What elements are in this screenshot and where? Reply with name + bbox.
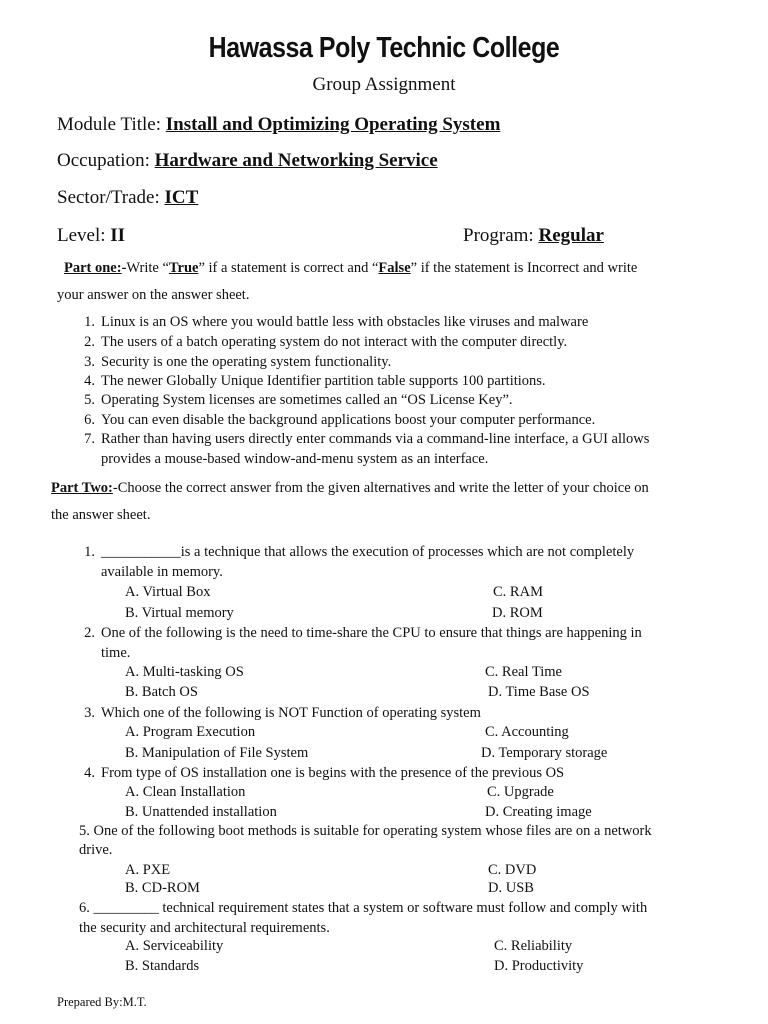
option-c: C. Reliability: [494, 938, 573, 954]
item-number: 5.: [84, 392, 95, 408]
list-item: [73, 334, 567, 351]
question-text: ___________is a technique that allows the execution of processes which are not completely: [101, 544, 635, 560]
option-d: D. USB: [488, 880, 534, 896]
part-two-label: Part Two:: [51, 480, 113, 496]
part-one-instructions: [64, 260, 637, 277]
item-number: 3.: [84, 354, 95, 370]
question-number: 1.: [84, 544, 95, 560]
sector-line: [57, 187, 198, 209]
option-a: A. Clean Installation: [125, 784, 246, 800]
program-label: Program:: [463, 225, 534, 246]
list-item: [73, 412, 595, 429]
part-one-dash: -: [121, 260, 127, 276]
option-b: B. Batch OS: [125, 684, 198, 700]
question-6-line2: the security and architectural requirements.: [79, 920, 330, 936]
module-value: Install and Optimizing Operating System: [165, 114, 501, 135]
level-line: [57, 225, 125, 247]
assignment-subtitle: Group Assignment: [312, 74, 456, 95]
part-one-instr-c: ” if the statement is Incorrect and write: [410, 260, 638, 276]
question-1: [73, 544, 634, 561]
question-1-line2: available in memory.: [101, 564, 223, 580]
question-5-line2: drive.: [79, 842, 113, 858]
item-text: Linux is an OS where you would battle less with obstacles like viruses and malware: [101, 314, 589, 330]
part-one-instructions-line2: your answer on the answer sheet.: [57, 287, 250, 303]
item-text: You can even disable the background applications boost your computer performance.: [101, 412, 596, 428]
option-a: A. Multi-tasking OS: [125, 664, 244, 680]
question-number: 3.: [84, 705, 95, 721]
list-item: [73, 354, 391, 371]
occupation-line: [57, 150, 438, 172]
option-c: C. DVD: [488, 862, 537, 878]
option-a: A. PXE: [125, 862, 171, 878]
list-item: [73, 373, 546, 390]
question-number: 2.: [84, 625, 95, 641]
question-text: One of the following is the need to time-share the CPU to ensure that things are happening in: [101, 625, 642, 641]
item-number: 6.: [84, 412, 95, 428]
program-value: Regular: [538, 225, 604, 246]
false-word: False: [378, 260, 411, 276]
occupation-value: Hardware and Networking Service: [154, 150, 438, 171]
level-value: II: [110, 225, 126, 246]
program-line: [463, 225, 604, 247]
part-one-label: Part one:: [64, 260, 122, 276]
option-c: C. RAM: [493, 584, 543, 600]
item-text: Security is one the operating system functionality.: [101, 354, 392, 370]
option-b: B. CD-ROM: [125, 880, 200, 896]
option-b: B. Manipulation of File System: [125, 745, 309, 761]
option-d: D. ROM: [492, 605, 543, 621]
item-text: The newer Globally Unique Identifier partition table supports 100 partitions.: [101, 373, 546, 389]
true-word: True: [168, 260, 199, 276]
question-2-line2: time.: [101, 645, 131, 661]
part-two-instructions: [51, 480, 649, 497]
question-text: From type of OS installation one is begins with the presence of the previous OS: [101, 765, 565, 781]
option-a: A. Serviceability: [125, 938, 224, 954]
option-c: C. Accounting: [485, 724, 569, 740]
option-d: D. Productivity: [494, 958, 584, 974]
list-item: [73, 431, 649, 448]
item-number: 4.: [84, 373, 95, 389]
item-number: 2.: [84, 334, 95, 350]
question-4: [73, 765, 564, 782]
question-number: 4.: [84, 765, 95, 781]
part-two-instructions-line2: the answer sheet.: [51, 507, 151, 523]
level-label: Level:: [57, 225, 106, 246]
option-c: C. Real Time: [485, 664, 562, 680]
list-item: [73, 392, 513, 409]
question-3: [73, 705, 481, 722]
option-b: B. Unattended installation: [125, 804, 277, 820]
question-6: 6. _________ technical requirement states that a system or software must follow and comply with: [79, 900, 648, 916]
part-two-instr-a: -Choose the correct answer from the given alternatives and write the letter of your choice on: [112, 480, 649, 496]
prepared-by: Prepared By:M.T.: [57, 995, 147, 1009]
option-a: A. Program Execution: [125, 724, 256, 740]
module-label: Module Title:: [57, 114, 161, 135]
list-item: [73, 314, 588, 331]
item-7-line2: provides a mouse-based window-and-menu system as an interface.: [101, 451, 489, 467]
option-b: B. Virtual memory: [125, 605, 234, 621]
option-d: D. Creating image: [485, 804, 592, 820]
question-5: 5. One of the following boot methods is suitable for operating system whose files are on a network: [79, 823, 652, 839]
part-one-instr-b: ” if a statement is correct and “: [198, 260, 379, 276]
option-d: D. Temporary storage: [481, 745, 608, 761]
option-b: B. Standards: [125, 958, 200, 974]
item-number: 1.: [84, 314, 95, 330]
option-a: A. Virtual Box: [125, 584, 211, 600]
occupation-label: Occupation:: [57, 150, 150, 171]
option-c: C. Upgrade: [487, 784, 554, 800]
question-2: [73, 625, 642, 642]
college-title: Hawassa Poly Technic College: [208, 32, 560, 64]
question-text: Which one of the following is NOT Function of operating system: [101, 705, 481, 721]
item-text: Operating System licenses are sometimes called an “OS License Key”.: [101, 392, 513, 408]
part-one-instr-a: Write “: [126, 260, 169, 276]
sector-label: Sector/Trade:: [57, 187, 160, 208]
item-text: The users of a batch operating system do not interact with the computer directly.: [101, 334, 568, 350]
module-title-line: [57, 114, 500, 136]
option-d: D. Time Base OS: [488, 684, 590, 700]
item-text: Rather than having users directly enter commands via a command-line interface, a GUI allows: [101, 431, 650, 447]
item-number: 7.: [84, 431, 95, 447]
sector-value: ICT: [164, 187, 199, 208]
